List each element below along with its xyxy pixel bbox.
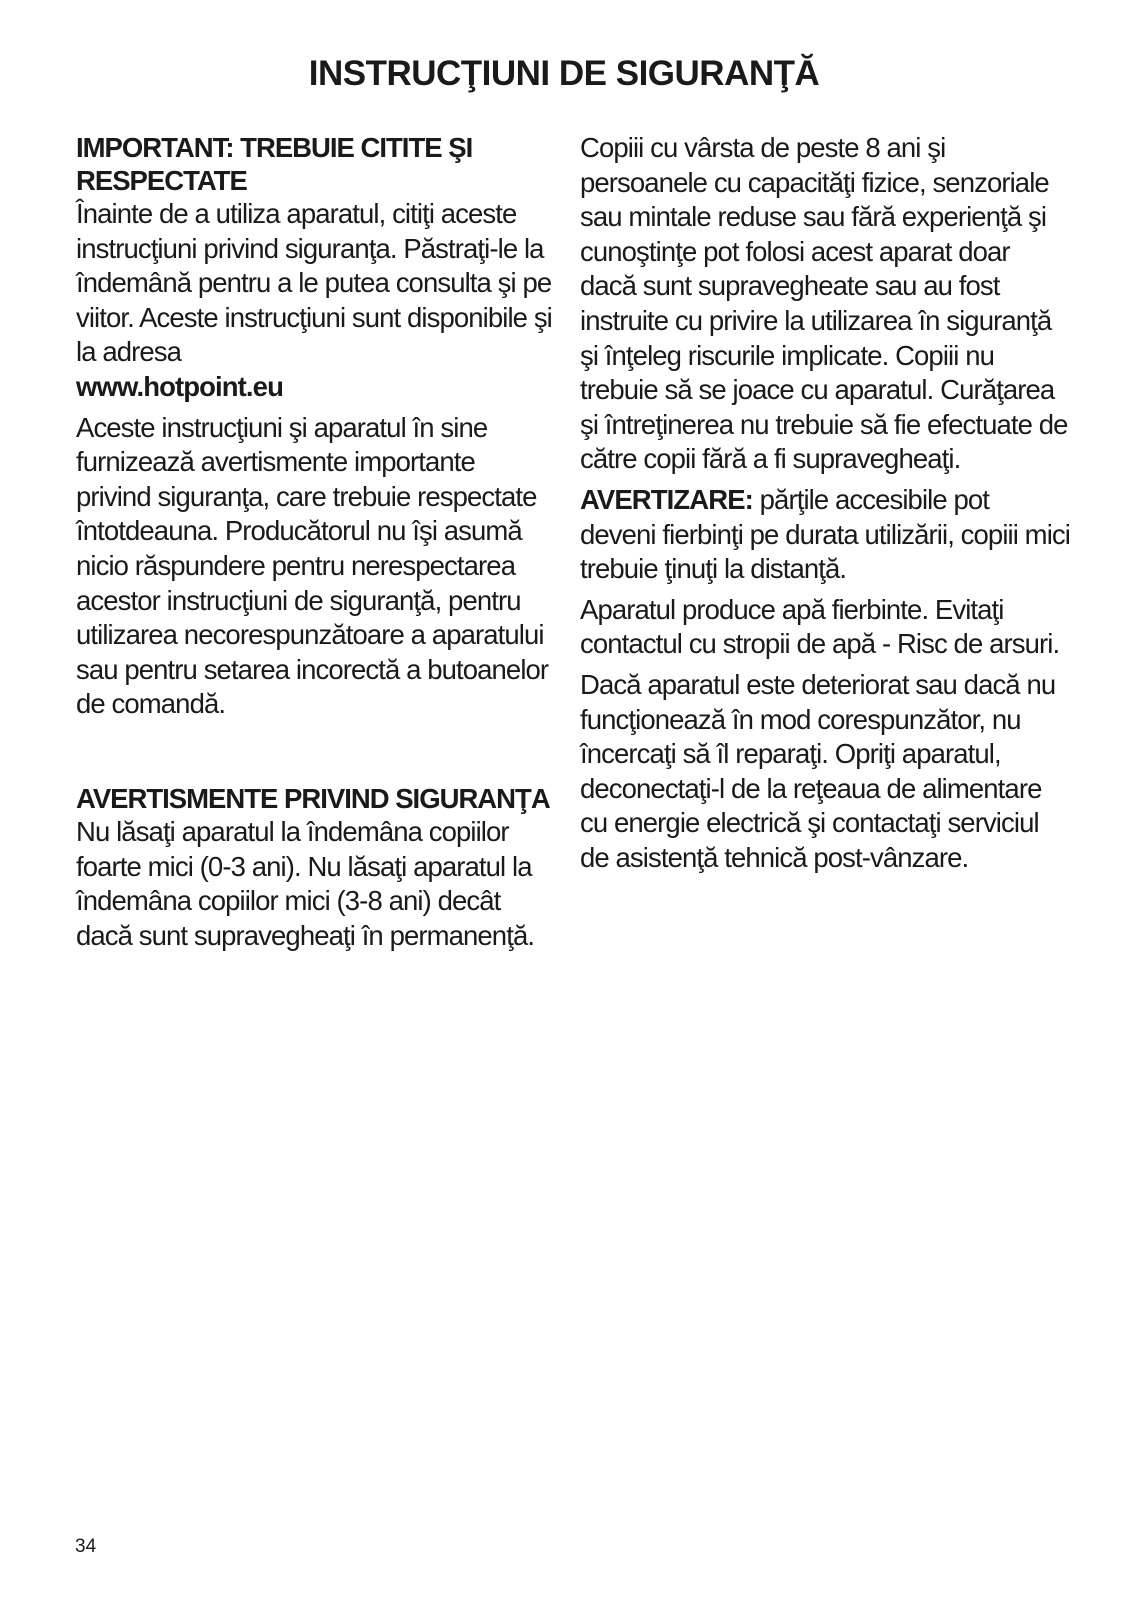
warning-label: AVERTIZARE: bbox=[580, 483, 753, 515]
children-paragraph: Nu lăsaţi aparatul la îndemâna copiilor foarte mici (0-3 ani). Nu lăsaţi aparatul la îndemâna copiilor mici (3-8 ani) decât dacă sunt supravegheaţi în permanenţă. bbox=[76, 815, 535, 951]
important-heading: IMPORTANT: TREBUIE CITITE ŞI RESPECTATE bbox=[76, 132, 473, 196]
warning-paragraph bbox=[580, 483, 1070, 587]
page-title: INSTRUCŢIUNI DE SIGURANŢĂ bbox=[308, 54, 820, 93]
page-number: 34 bbox=[75, 1536, 97, 1557]
website-link[interactable]: www.hotpoint.eu bbox=[76, 370, 283, 402]
damage-paragraph: Dacă aparatul este deteriorat sau dacă nu funcţionează în mod corespunzător, nu încercaţi să îl reparaţi. Opriţi aparatul, deconectaţi-l de la reţeaua de alimentare cu energie electrică şi contactaţi serviciul de asistenţă tehnică post-vânzare. bbox=[580, 668, 1056, 873]
safety-warnings-heading: AVERTISMENTE PRIVIND SIGURANŢA bbox=[76, 782, 550, 814]
warning-text: părţile accesibile pot deveni fierbinţi pe durata utilizării, copiii mici trebuie ţinuţi la distanţă. bbox=[580, 483, 1070, 585]
supervision-paragraph: Copiii cu vârsta de peste 8 ani şi persoanele cu capacităţi fizice, senzoriale sau mintale reduse sau fără experienţă şi cunoştinţe pot folosi acest aparat doar dacă sunt supravegheate sau au fost instruite cu privire la utilizarea în siguranţă şi înţeleg riscurile implicate. Copiii nu trebuie să se joace cu aparatul. Curăţarea şi întreţinerea nu trebuie să fie efectuate de către copii fără a fi supravegheaţi. bbox=[580, 132, 1068, 475]
hot-water-paragraph: Aparatul produce apă fierbinte. Evitaţi contactul cu stropii de apă - Risc de arsuri. bbox=[580, 593, 1060, 660]
intro-paragraph: Înainte de a utiliza aparatul, citiţi aceste instrucţiuni privind siguranţa. Păstraţi-le la îndemână pentru a le putea consulta şi pe viitor. Aceste instrucţiuni sunt disponibile şi la adresa bbox=[76, 198, 552, 368]
warnings-paragraph: Aceste instrucţiuni şi aparatul în sine furnizează avertismente importante privind siguranţa, care trebuie respectate întotdeauna. Producătorul nu îşi asumă nicio răspundere pentru nerespectarea acestor instrucţiuni de siguranţă, pentru utilizarea necorespunzătoare a aparatului sau pentru setarea incorectă a butoanelor de comandă. bbox=[76, 411, 549, 720]
section-spacer bbox=[76, 728, 554, 782]
right-column bbox=[580, 131, 1070, 881]
left-column bbox=[76, 131, 554, 959]
